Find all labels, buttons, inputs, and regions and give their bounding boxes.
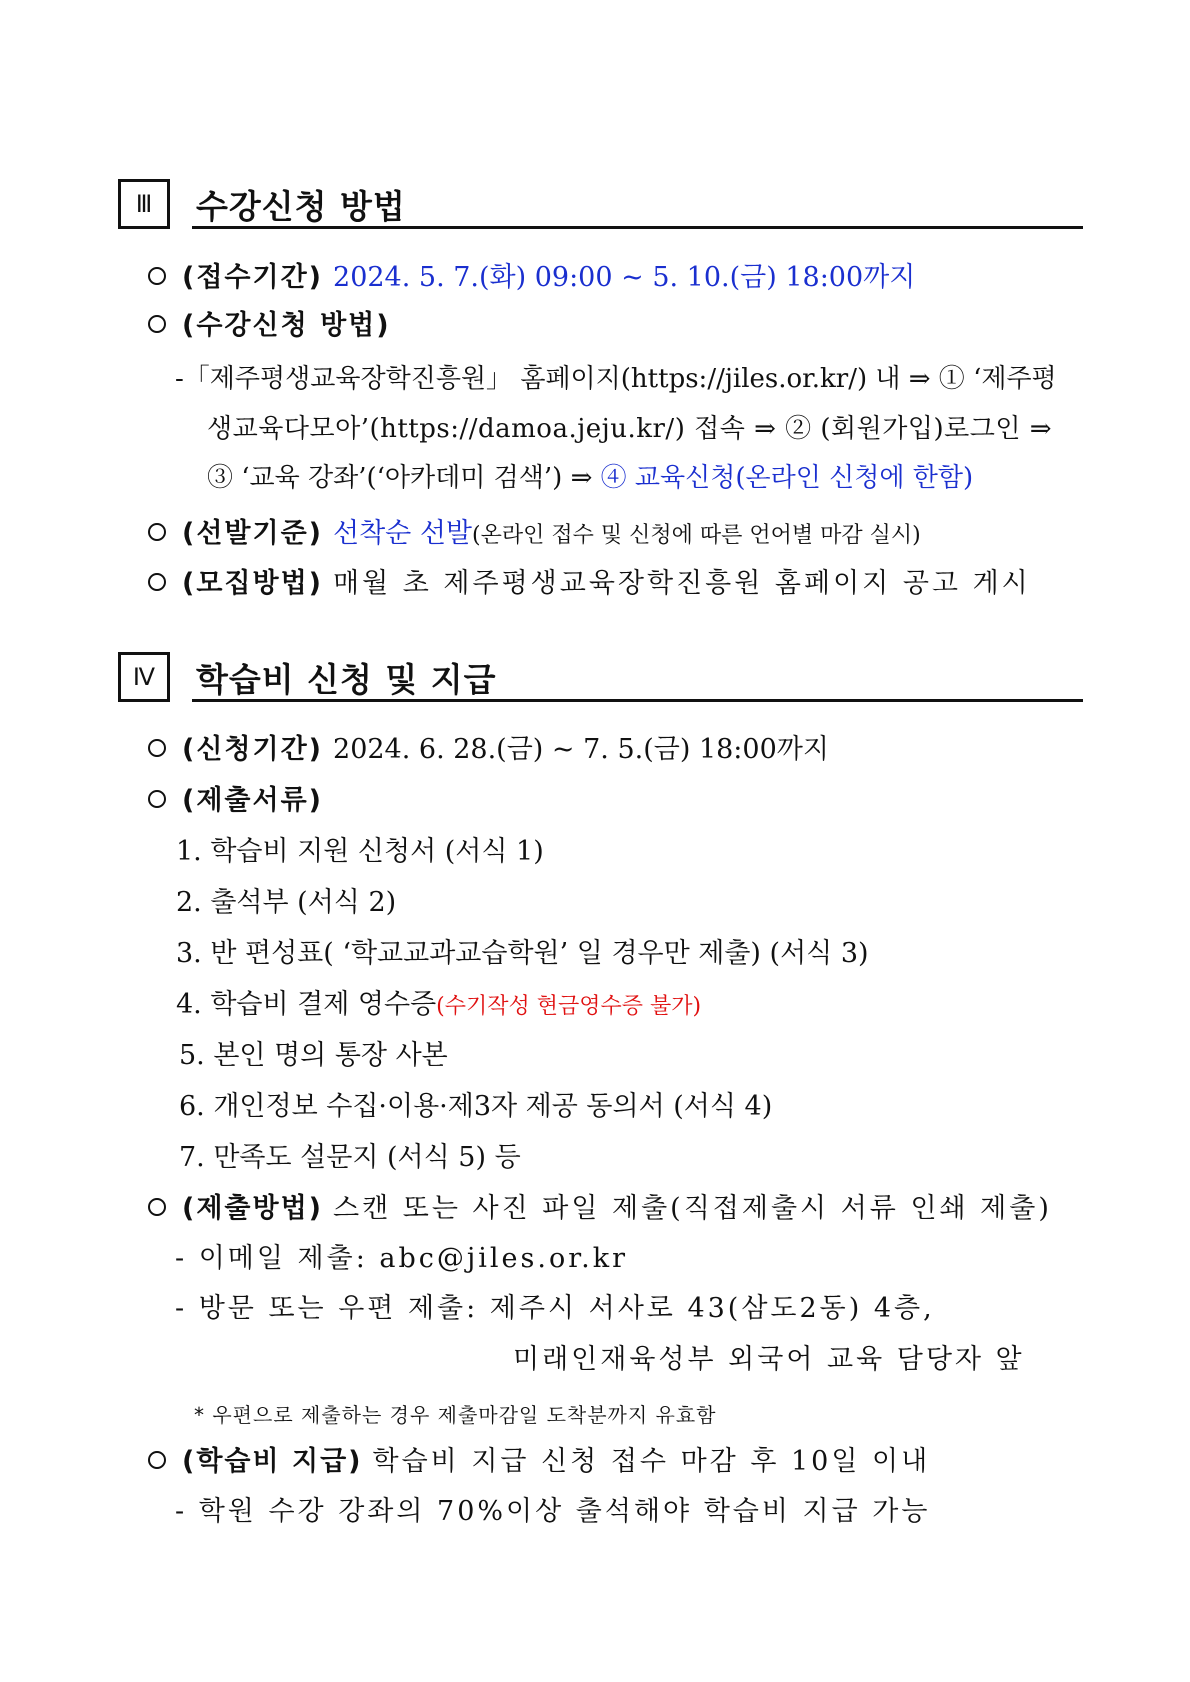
pay-label: (학습비 지급)	[182, 1446, 363, 1477]
method-line-3a: ③ ‘교육 강좌’(‘아카데미 검색’) ⇒	[207, 463, 601, 493]
pay-value: 학습비 지급 신청 접수 마감 후 10일 이내	[372, 1446, 931, 1477]
section-3-header	[118, 179, 1083, 229]
item-documents	[148, 783, 333, 819]
circle-bullet-icon	[148, 523, 166, 541]
apply-label: (신청기간)	[182, 734, 324, 765]
section-4-number: Ⅳ	[118, 652, 170, 702]
circle-bullet-icon	[148, 1198, 166, 1216]
section-4-underline	[192, 699, 1083, 702]
circle-bullet-icon	[148, 1451, 166, 1469]
submit-label: (제출방법)	[182, 1193, 324, 1224]
circle-bullet-icon	[148, 790, 166, 808]
select-value-blue: 선착순 선발	[333, 518, 473, 549]
doc-item: 5. 본인 명의 통장 사본	[179, 1040, 448, 1071]
method-line-3	[207, 460, 973, 496]
pay-condition: - 학원 수강 강좌의 70%이상 출석해야 학습비 지급 가능	[175, 1496, 931, 1527]
item-apply-period	[148, 732, 829, 768]
doc-item: 7. 만족도 설문지 (서식 5) 등	[179, 1142, 521, 1173]
doc-item: 1. 학습비 지원 신청서 (서식 1)	[176, 836, 544, 867]
section-4-title: 학습비 신청 및 지급	[196, 660, 497, 699]
method-line-3b: ④ 교육신청(온라인 신청에 한함)	[600, 463, 974, 493]
item-submit-method	[148, 1191, 1052, 1227]
item-method	[148, 308, 401, 344]
circle-bullet-icon	[148, 739, 166, 757]
circle-bullet-icon	[148, 267, 166, 285]
item-payment	[148, 1444, 930, 1480]
select-label: (선발기준)	[182, 518, 324, 549]
method-line-1: -「제주평생교육장학진흥원」 홈페이지(https://jiles.or.kr/) 내 ⇒ ① ‘제주평	[175, 364, 1057, 394]
method-line-2: 생교육다모아’(https://damoa.jeju.kr/) 접속 ⇒ ② (회원가입)로그인 ⇒	[207, 414, 1053, 444]
doc-item: 2. 출석부 (서식 2)	[176, 887, 397, 918]
recruit-label: (모집방법)	[182, 568, 324, 599]
circle-bullet-icon	[148, 315, 166, 333]
item-period	[148, 260, 915, 296]
section-3-title: 수강신청 방법	[196, 187, 406, 226]
period-label: (접수기간)	[182, 262, 324, 293]
section-4-header	[118, 652, 1083, 702]
item-recruit	[148, 566, 1031, 602]
circle-bullet-icon	[148, 573, 166, 591]
section-3-number: Ⅲ	[118, 179, 170, 229]
period-value: 2024. 5. 7.(화) 09:00 ~ 5. 10.(금) 18:00까지	[333, 262, 916, 293]
item-selection	[148, 516, 921, 554]
recruit-value: 매월 초 제주평생교육장학진흥원 홈페이지 공고 게시	[333, 568, 1031, 599]
docs-label: (제출서류)	[182, 785, 324, 816]
select-value-rest: (온라인 접수 및 신청에 따른 언어별 마감 실시)	[472, 523, 921, 548]
post-note: * 우편으로 제출하는 경우 제출마감일 도착분까지 유효함	[194, 1403, 717, 1427]
apply-value: 2024. 6. 28.(금) ~ 7. 5.(금) 18:00까지	[333, 734, 829, 765]
visit-line-2: 미래인재육성부 외국어 교육 담당자 앞	[513, 1344, 1025, 1375]
submit-value: 스캔 또는 사진 파일 제출(직접제출시 서류 인쇄 제출)	[333, 1193, 1052, 1224]
email-line: - 이메일 제출: abc@jiles.or.kr	[175, 1243, 628, 1274]
section-3-underline	[192, 226, 1083, 229]
doc-4-note: (수기작성 현금영수증 불가)	[436, 994, 702, 1019]
doc-item: 4. 학습비 결제 영수증	[176, 989, 437, 1020]
method-label: (수강신청 방법)	[182, 310, 391, 341]
doc-item-4	[176, 987, 701, 1025]
visit-line-1: - 방문 또는 우편 제출: 제주시 서사로 43(삼도2동) 4층,	[175, 1293, 935, 1324]
doc-item: 6. 개인정보 수집·이용·제3자 제공 동의서 (서식 4)	[179, 1091, 773, 1122]
doc-item: 3. 반 편성표( ‘학교교과교습학원’ 일 경우만 제출) (서식 3)	[176, 938, 869, 969]
